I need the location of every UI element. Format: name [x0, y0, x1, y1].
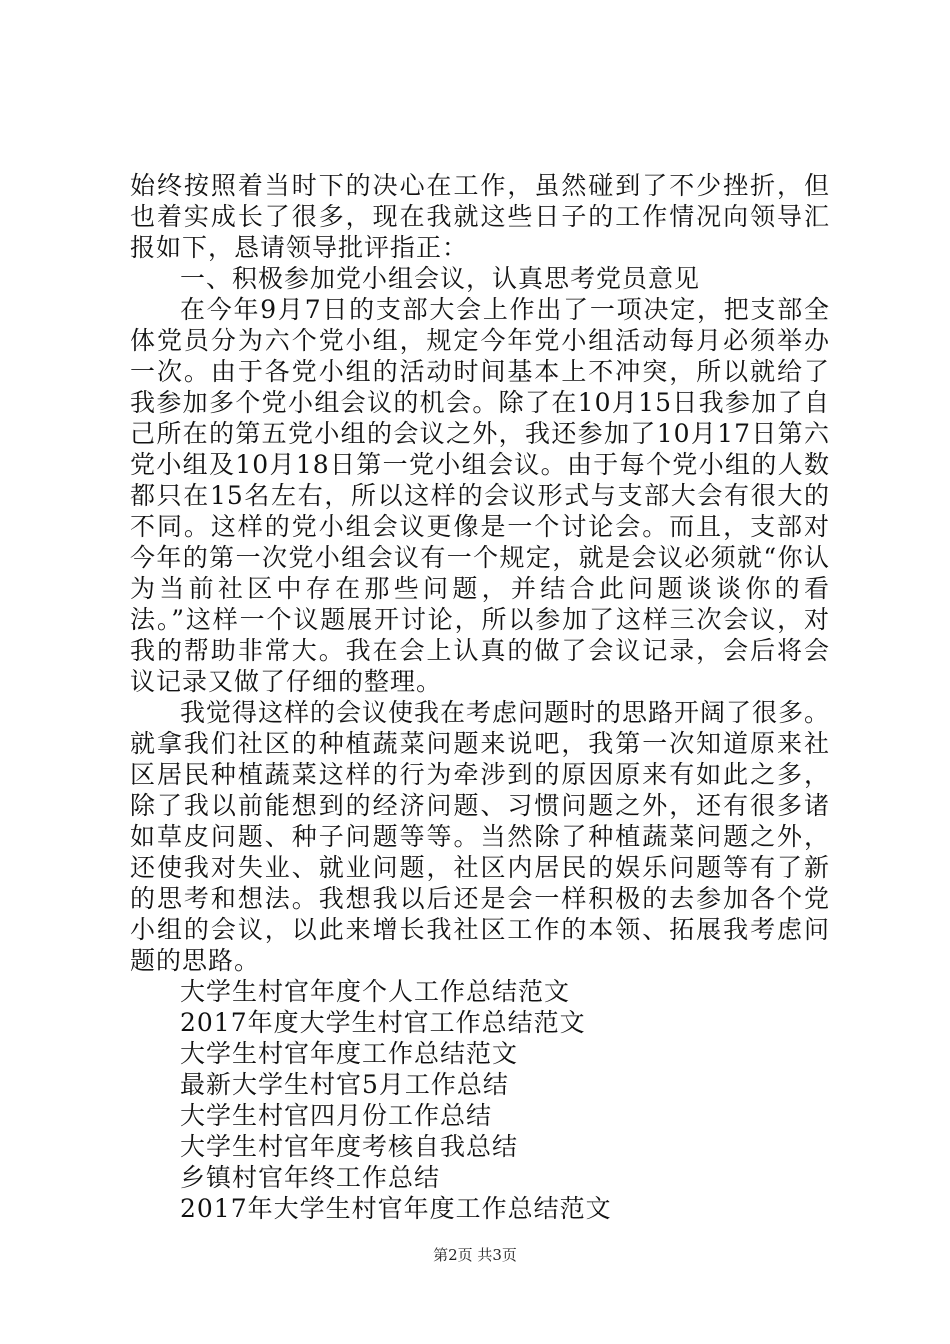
related-link[interactable]: 大学生村官四月份工作总结: [180, 1101, 493, 1130]
opening-paragraph: 始终按照着当时下的决心在工作，虽然碰到了不少挫折，但也着实成长了很多，现在我就这些日子的工作情况向领导汇报如下，恳请领导批评指正：: [130, 171, 830, 262]
body-paragraph-1: 在今年9月7日的支部大会上作出了一项决定，把支部全体党员分为六个党小组，规定今年党小组活动每月必须举办一次。由于各党小组的活动时间基本上不冲突，所以就给了我参加多个党小组会议的机会。除了在10月15日我参加了自己所在的第五党小组的会议之外，我还参加了10月17日第六党小组及10月18日第一党小组会议。由于每个党小组的人数都只在15名左右，所以这样的会议形式与支部大会有很大的不同。这样的党小组会议更像是一个讨论会。而且，支部对今年的第一次党小组会议有一个规定，就是会议必须就“你认为当前社区中存在那些问题，并结合此问题谈谈你的看法。”这样一个议题展开讨论，所以参加了这样三次会议，对我的帮助非常大。我在会上认真的做了会议记录，会后将会议记录又做了仔细的整理。: [130, 295, 830, 696]
related-link[interactable]: 大学生村官年度个人工作总结范文: [180, 977, 571, 1006]
related-link[interactable]: 大学生村官年度工作总结范文: [180, 1039, 519, 1068]
body-paragraph-2: 我觉得这样的会议使我在考虑问题时的思路开阔了很多。就拿我们社区的种植蔬菜问题来说吧，我第一次知道原来社区居民种植蔬菜这样的行为牵涉到的原因原来有如此之多，除了我以前能想到的经济问题、习惯问题之外，还有很多诸如草皮问题、种子问题等等。当然除了种植蔬菜问题之外，还使我对失业、就业问题，社区内居民的娱乐问题等有了新的思考和想法。我想我以后还是会一样积极的去参加各个党小组的会议，以此来增长我社区工作的本领、拓展我考虑问题的思路。: [130, 698, 831, 975]
page-number-footer: 第2页 共3页: [433, 1246, 517, 1264]
related-link[interactable]: 2017年大学生村官年度工作总结范文: [180, 1194, 612, 1223]
related-link[interactable]: 乡镇村官年终工作总结: [180, 1163, 441, 1192]
related-link[interactable]: 2017年度大学生村官工作总结范文: [180, 1008, 586, 1037]
document-body: [130, 170, 830, 1224]
section-heading: 一、积极参加党小组会议，认真思考党员意见: [180, 264, 701, 293]
related-link[interactable]: 最新大学生村官5月工作总结: [180, 1070, 509, 1099]
related-links-list: [130, 976, 830, 1224]
related-link[interactable]: 大学生村官年度考核自我总结: [180, 1132, 519, 1161]
